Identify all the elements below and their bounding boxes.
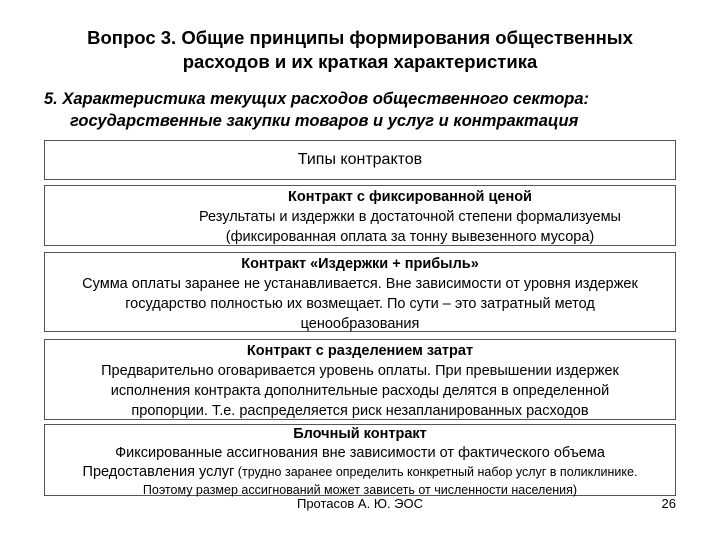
contract-fixed-price-box xyxy=(44,185,676,246)
contract-cost-plus-line-1: Сумма оплаты заранее не устанавливается. Вне зависимости от уровня издержек xyxy=(82,276,638,292)
contract-fixed-price-line-2: (фиксированная оплата за тонну вывезенного мусора) xyxy=(225,229,595,245)
contract-cost-plus-heading: Контракт «Издержки + прибыль» xyxy=(241,256,479,272)
contract-cost-sharing-box xyxy=(44,339,676,420)
contract-block-line-2-main: Предоставления услуг xyxy=(82,464,235,480)
contract-block-heading: Блочный контракт xyxy=(293,426,427,442)
slide-title-line-2: расходов и их краткая характеристика xyxy=(182,51,538,72)
contract-cost-sharing-line-2: исполнения контракта дополнительные расходы делятся в определенной xyxy=(110,383,610,399)
contract-cost-sharing-line-3: пропорции. Т.е. распределяется риск незапланированных расходов xyxy=(131,403,589,419)
contract-fixed-price-heading: Контракт с фиксированной ценой xyxy=(288,189,532,205)
slide-subtitle xyxy=(44,88,684,132)
contract-types-label: Типы контрактов xyxy=(297,151,423,168)
page-number: 26 xyxy=(661,496,676,511)
contract-block-line-1: Фиксированные ассигнования вне зависимости от фактического объема xyxy=(115,445,605,461)
contract-block-line-2 xyxy=(45,463,675,482)
contract-block-line-3: Поэтому размер ассигнований может зависеть от численности населения) xyxy=(142,483,578,497)
contract-cost-plus-line-3: ценообразования xyxy=(300,316,420,332)
slide-title-line-1: Вопрос 3. Общие принципы формирования общественных xyxy=(87,27,633,48)
contract-cost-plus-line-2: государство полностью их возмещает. По сути – это затратный метод xyxy=(125,296,595,312)
contract-cost-plus-box xyxy=(44,252,676,332)
contract-block-line-2-note: (трудно заранее определить конкретный набор услуг в поликлинике. xyxy=(234,465,638,479)
contract-cost-sharing-heading: Контракт с разделением затрат xyxy=(246,343,474,359)
contract-types-box xyxy=(44,140,676,180)
slide-title xyxy=(30,26,690,74)
footer-author: Протасов А. Ю. ЭОС xyxy=(296,496,424,511)
contract-cost-sharing-line-1: Предварительно оговаривается уровень оплаты. При превышении издержек xyxy=(101,363,619,379)
slide-subtitle-line-1: 5. Характеристика текущих расходов общественного сектора: xyxy=(44,90,590,108)
contract-block-box xyxy=(44,424,676,496)
slide-subtitle-line-2: государственные закупки товаров и услуг и контрактация xyxy=(70,112,579,130)
contract-fixed-price-line-1: Результаты и издержки в достаточной степени формализуемы xyxy=(199,209,621,225)
